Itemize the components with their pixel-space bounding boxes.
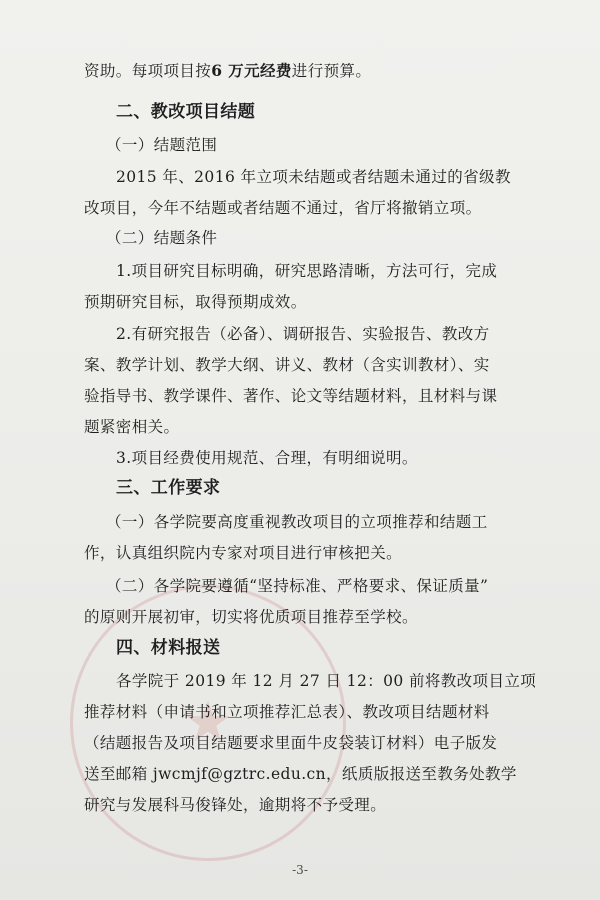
condition-2-line-3: 验指导书、教学课件、著作、论文等结题材料，且材料与课	[84, 387, 498, 405]
requirement-1-line-1: （一）各学院要高度重视教改项目的立项推荐和结题工	[106, 513, 488, 531]
requirement-1-line-2: 作，认真组织院内专家对项目进行审核把关。	[84, 544, 403, 562]
text-line-1	[84, 60, 600, 82]
page-number: -3-	[292, 863, 308, 877]
condition-2-line-1: 2.有研究报告（必备）、调研报告、实验报告、教改方	[116, 325, 490, 343]
seal-star-icon: ★	[182, 690, 234, 755]
section-heading-4: 四、材料报送	[116, 638, 221, 658]
condition-3-line: 3.项目经费使用规范、合理，有明细说明。	[116, 449, 418, 467]
submission-line-1: 各学院于 2019 年 12 月 27 日 12：00 前将教改项目立项	[116, 672, 537, 690]
submission-line-4: 送至邮箱 jwcmjf@gztrc.edu.cn，纸质版报送至教务处教学	[84, 765, 517, 783]
requirement-2-line-2: 的原则开展初审，切实将优质项目推荐至学校。	[84, 608, 418, 626]
submission-line-5: 研究与发展科马俊锋处，逾期将不予受理。	[84, 796, 387, 814]
condition-1-line-1: 1.项目研究目标明确，研究思路清晰，方法可行，完成	[116, 262, 498, 280]
paragraph-scope-line-2: 改项目，今年不结题或者结题不通过，省厅将撤销立项。	[84, 199, 482, 217]
condition-2-line-2: 案、教学计划、教学大纲、讲义、教材（含实训教材）、实	[84, 356, 490, 374]
text-line-1-bold: 6 万元经费	[211, 61, 292, 80]
paragraph-scope-line-1: 2015 年、2016 年立项未结题或者结题未通过的省级教	[116, 168, 511, 186]
condition-1-line-2: 预期研究目标，取得预期成效。	[84, 293, 307, 311]
text-line-1-part-c: 进行预算。	[291, 62, 372, 80]
section-heading-3: 三、工作要求	[116, 478, 221, 498]
condition-2-line-4: 题紧密相关。	[84, 418, 180, 436]
submission-line-2: 推荐材料（申请书和立项推荐汇总表）、教改项目结题材料	[84, 703, 490, 721]
section-heading-2: 二、教改项目结题	[116, 102, 256, 122]
requirement-2-line-1: （二）各学院要遵循“坚持标准、严格要求、保证质量”	[106, 577, 489, 595]
subheading-conditions: （二）结题条件	[106, 229, 218, 247]
submission-line-3: （结题报告及项目结题要求里面牛皮袋装订材料）电子版发	[84, 734, 498, 752]
subheading-scope: （一）结题范围	[106, 136, 218, 154]
text-line-1-part-a: 资助。每项项目按	[84, 62, 212, 80]
